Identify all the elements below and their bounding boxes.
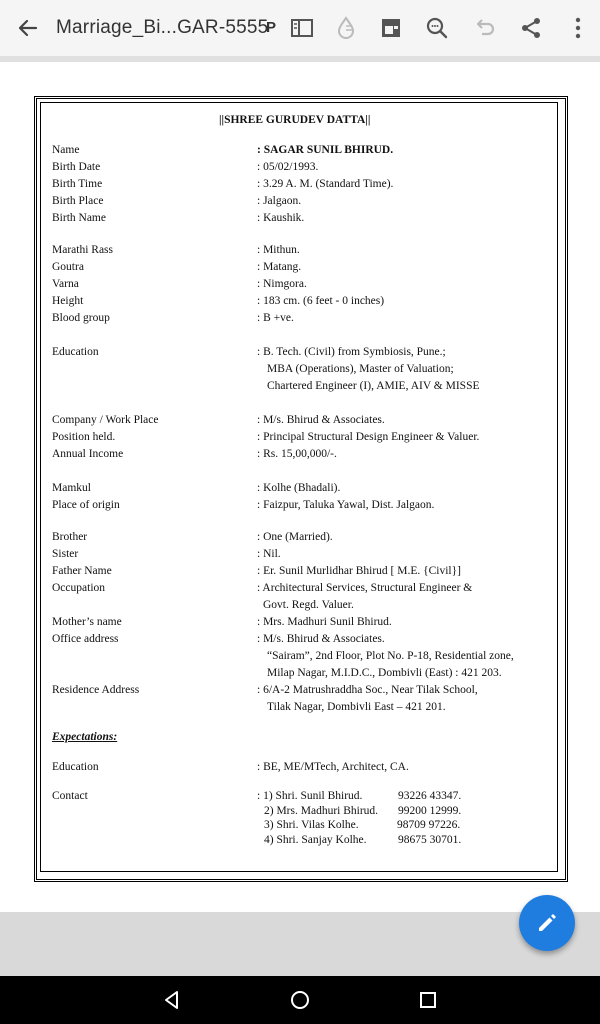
row-label: Varna <box>52 278 79 290</box>
contact-name: 3) Shri. Vilas Kolhe. <box>264 819 359 831</box>
row-label: Blood group <box>52 312 110 324</box>
row-label: Height <box>52 295 84 307</box>
contact-phone: 98709 97226. <box>397 819 461 831</box>
row-value: : Mrs. Madhuri Sunil Bhirud. <box>257 616 392 628</box>
row-label: Birth Date <box>52 161 101 173</box>
row-label: Annual Income <box>52 448 124 460</box>
row-value-continued: “Sairam”, 2nd Floor, Plot No. P-18, Residential zone, <box>267 650 514 662</box>
contact-phone: 99200 12999. <box>398 805 462 817</box>
row-value: : 6/A-2 Matrushraddha Soc., Near Tilak School, <box>257 684 478 696</box>
row-value: : 3.29 A. M. (Standard Time). <box>257 178 394 190</box>
contact-phone: 98675 30701. <box>398 834 462 846</box>
contact-name: 4) Shri. Sanjay Kolhe. <box>264 834 367 846</box>
contact-label: Contact <box>52 790 88 802</box>
row-value: : 05/02/1993. <box>257 161 319 173</box>
row-value-continued: Tilak Nagar, Dombivli East – 421 201. <box>267 701 446 713</box>
row-value: : Rs. 15,00,000/-. <box>257 448 337 460</box>
row-value: : B. Tech. (Civil) from Symbiosis, Pune.; <box>257 346 446 358</box>
contact-name: 2) Mrs. Madhuri Bhirud. <box>264 805 379 817</box>
row-value-continued: Chartered Engineer (I), AMIE, AIV & MISSE <box>267 380 480 392</box>
row-value: : 183 cm. (6 feet - 0 inches) <box>257 295 385 307</box>
contact-phone: 93226 43347. <box>398 790 462 802</box>
nav-recents-icon[interactable] <box>418 990 438 1010</box>
expect-education-value: : BE, ME/MTech, Architect, CA. <box>257 761 409 773</box>
row-value: : One (Married). <box>257 531 333 543</box>
expectations-heading: Expectations: <box>52 731 118 743</box>
row-value: : Nil. <box>257 548 281 560</box>
document-title: Marriage_Bi...GAR-5555 <box>56 17 269 38</box>
row-value: : Matang. <box>257 261 302 273</box>
row-label: Mamkul <box>52 482 91 494</box>
row-value: : Er. Sunil Murlidhar Bhirud [ M.E. {Civil}] <box>257 565 461 577</box>
row-value: : Architectural Services, Structural Engineer & <box>257 582 473 594</box>
row-label: Position held. <box>52 431 116 443</box>
row-label: Name <box>52 144 80 156</box>
edit-pencil-icon <box>535 911 559 935</box>
row-label: Birth Place <box>52 195 104 207</box>
row-value: : SAGAR SUNIL BHIRUD. <box>257 144 394 156</box>
nav-back-icon[interactable] <box>162 990 182 1010</box>
contact-name: : 1) Shri. Sunil Bhirud. <box>257 790 363 802</box>
row-value: : Kolhe (Bhadali). <box>257 482 341 494</box>
row-label: Goutra <box>52 261 84 273</box>
row-value-continued: MBA (Operations), Master of Valuation; <box>267 363 454 375</box>
expect-education-label: Education <box>52 761 99 773</box>
edit-fab-button[interactable] <box>519 895 575 951</box>
row-label: Father Name <box>52 565 112 577</box>
row-value: : Mithun. <box>257 244 300 256</box>
row-label: Birth Name <box>52 212 106 224</box>
row-label: Company / Work Place <box>52 414 159 426</box>
row-value: : Faizpur, Taluka Yawal, Dist. Jalgaon. <box>257 499 435 511</box>
row-value: : Nimgora. <box>257 278 307 290</box>
row-value: : Principal Structural Design Engineer & Valuer. <box>257 431 480 443</box>
row-label: Brother <box>52 531 88 543</box>
row-label: Sister <box>52 548 79 560</box>
row-value: : M/s. Bhirud & Associates. <box>257 414 385 426</box>
row-value-continued: Milap Nagar, M.I.D.C., Dombivli (East) : 421 203. <box>267 667 502 679</box>
row-label: Occupation <box>52 582 106 594</box>
row-label: Place of origin <box>52 499 120 511</box>
row-label: Marathi Rass <box>52 244 114 256</box>
row-value: : M/s. Bhirud & Associates. <box>257 633 385 645</box>
row-value-continued: Govt. Regd. Valuer. <box>263 599 354 611</box>
viewer-background <box>0 912 600 976</box>
system-nav-bar <box>0 976 600 1024</box>
row-label: Birth Time <box>52 178 103 190</box>
page-mode-label[interactable]: P <box>266 19 277 36</box>
row-label: Residence Address <box>52 684 140 696</box>
row-label: Education <box>52 346 99 358</box>
row-value: : Kaushik. <box>257 212 305 224</box>
document-heading: ||SHREE GURUDEV DATTA|| <box>219 114 371 126</box>
row-label: Mother’s name <box>52 616 122 628</box>
row-label: Office address <box>52 633 119 645</box>
row-value: : Jalgaon. <box>257 195 302 207</box>
row-value: : B +ve. <box>257 312 294 324</box>
nav-home-icon[interactable] <box>290 990 310 1010</box>
